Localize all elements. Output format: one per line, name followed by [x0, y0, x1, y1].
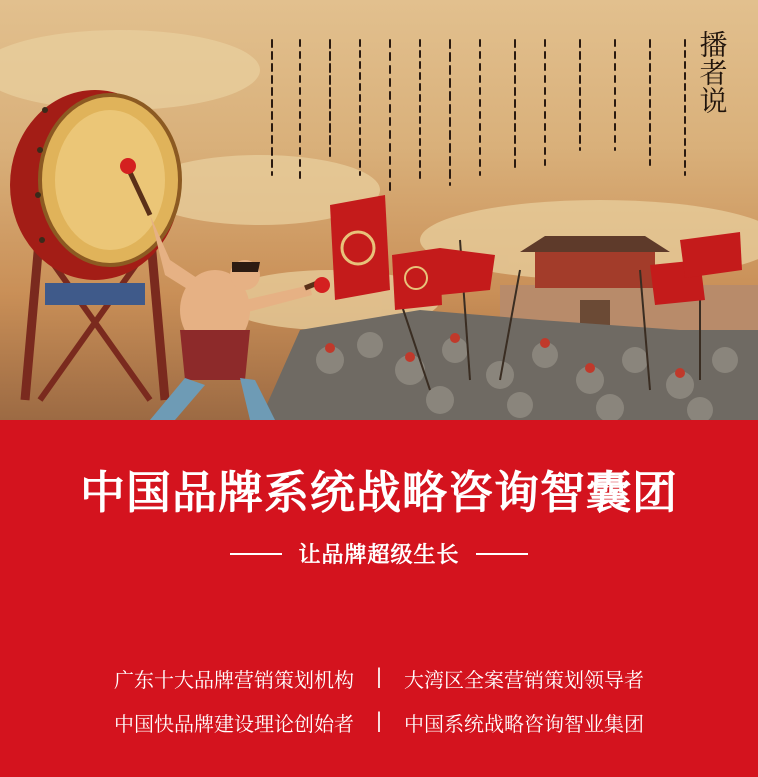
slogan-text: 让品牌超级生长	[298, 543, 460, 568]
promo-panel	[0, 420, 758, 777]
credential-divider: |	[375, 708, 383, 732]
scroll-title: 播者说	[695, 30, 729, 114]
main-title: 中国品牌系统战略咨询智囊团	[79, 466, 678, 519]
slogan-row	[0, 538, 758, 569]
credential-right: 中国系统战略咨询智业集团	[404, 712, 644, 736]
slogan-dash-right	[476, 553, 528, 555]
credential-right: 大湾区全案营销策划领导者	[404, 668, 644, 692]
credential-left: 中国快品牌建设理论创始者	[114, 712, 354, 736]
slogan-dash-left	[230, 553, 282, 555]
credential-row	[0, 664, 758, 708]
credential-row	[0, 708, 758, 752]
credential-left: 广东十大品牌营销策划机构	[114, 668, 354, 692]
war-drum	[10, 90, 180, 280]
credentials-list	[0, 664, 758, 752]
credential-divider: |	[375, 664, 383, 688]
